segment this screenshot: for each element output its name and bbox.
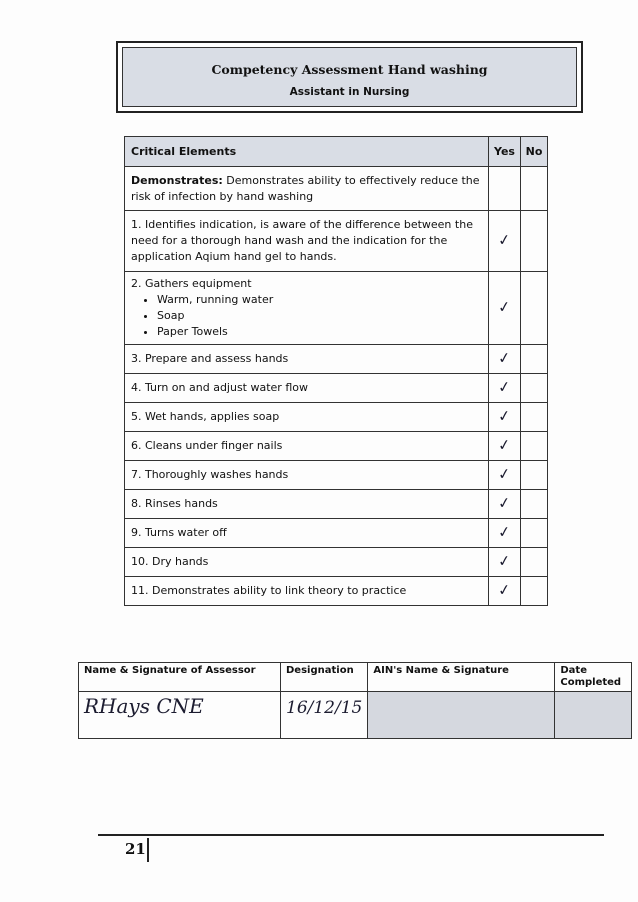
table-row xyxy=(125,211,548,272)
checkmark-icon: ✓ xyxy=(497,522,512,542)
title-box-inner xyxy=(122,47,577,107)
list-item: • Soap xyxy=(157,308,482,324)
checkmark-icon: ✓ xyxy=(497,406,512,426)
signoff-header-row xyxy=(79,663,632,692)
designation-cell xyxy=(281,692,368,739)
table-header-row xyxy=(125,137,548,167)
ain-signature-cell xyxy=(368,692,555,739)
criterion-text: 6. Cleans under finger nails xyxy=(125,432,489,461)
checkmark-icon: ✓ xyxy=(497,464,512,484)
demonstrates-row xyxy=(125,167,548,211)
title-box xyxy=(116,41,583,113)
yes-cell xyxy=(489,577,521,606)
no-cell xyxy=(521,519,548,548)
no-cell xyxy=(521,345,548,374)
criterion-text: 7. Thoroughly washes hands xyxy=(125,461,489,490)
designation-value: 16/12/15 xyxy=(286,698,363,718)
no-cell xyxy=(521,461,548,490)
yes-cell xyxy=(489,461,521,490)
criterion-text: 4. Turn on and adjust water flow xyxy=(125,374,489,403)
yes-cell xyxy=(489,374,521,403)
criterion-text: 1. Identifies indication, is aware of the difference between the need for a thorough hand wash and the indication for the application Aqium hand gel to hands. xyxy=(125,211,489,272)
list-item: • Paper Towels xyxy=(157,324,482,340)
no-cell xyxy=(521,403,548,432)
checkmark-icon: ✓ xyxy=(497,297,512,317)
criterion-text: 11. Demonstrates ability to link theory to practice xyxy=(125,577,489,606)
checkmark-icon: ✓ xyxy=(497,580,512,600)
header-critical-elements: Critical Elements xyxy=(125,137,489,167)
signoff-table xyxy=(78,662,632,739)
document-subtitle: Assistant in Nursing xyxy=(289,86,410,98)
table-row xyxy=(125,577,548,606)
assessor-signature-cell xyxy=(79,692,281,739)
signoff-value-row xyxy=(79,692,632,739)
page-number-divider xyxy=(147,838,149,862)
yes-cell xyxy=(489,211,521,272)
no-cell xyxy=(521,211,548,272)
checkmark-icon: ✓ xyxy=(497,551,512,571)
equipment-list xyxy=(131,292,482,340)
no-cell xyxy=(521,374,548,403)
table-row xyxy=(125,272,548,345)
list-item: • Warm, running water xyxy=(157,292,482,308)
no-cell xyxy=(521,548,548,577)
no-cell xyxy=(521,577,548,606)
table-row xyxy=(125,374,548,403)
criterion-text: 5. Wet hands, applies soap xyxy=(125,403,489,432)
header-date-completed: Date Completed xyxy=(555,663,632,692)
yes-cell xyxy=(489,519,521,548)
yes-cell xyxy=(489,345,521,374)
criterion-text: 8. Rinses hands xyxy=(125,490,489,519)
table-row xyxy=(125,519,548,548)
criterion-text-cell xyxy=(125,272,489,345)
yes-cell xyxy=(489,548,521,577)
demonstrates-text: Demonstrates ability to effectively reduce the risk of infection by hand washing xyxy=(131,173,480,203)
table-row xyxy=(125,461,548,490)
assessor-signature: RHays CNE xyxy=(84,694,204,718)
checkmark-icon: ✓ xyxy=(497,348,512,368)
page-number: 21 xyxy=(125,840,146,858)
header-designation: Designation xyxy=(281,663,368,692)
no-cell xyxy=(521,167,548,211)
yes-cell xyxy=(489,167,521,211)
yes-cell xyxy=(489,272,521,345)
criterion-text: 3. Prepare and assess hands xyxy=(125,345,489,374)
no-cell xyxy=(521,490,548,519)
demonstrates-cell xyxy=(125,167,489,211)
criterion-text: 2. Gathers equipment xyxy=(131,277,252,290)
table-row xyxy=(125,432,548,461)
criterion-text: 10. Dry hands xyxy=(125,548,489,577)
table-row xyxy=(125,490,548,519)
no-cell xyxy=(521,432,548,461)
footer-rule xyxy=(98,834,604,836)
header-assessor: Name & Signature of Assessor xyxy=(79,663,281,692)
critical-elements-table xyxy=(124,136,548,606)
table-row xyxy=(125,548,548,577)
table-row xyxy=(125,345,548,374)
yes-cell xyxy=(489,403,521,432)
checkmark-icon: ✓ xyxy=(497,435,512,455)
checkmark-icon: ✓ xyxy=(497,377,512,397)
criterion-text: 9. Turns water off xyxy=(125,519,489,548)
yes-cell xyxy=(489,432,521,461)
checkmark-icon: ✓ xyxy=(497,230,512,250)
header-no: No xyxy=(521,137,548,167)
no-cell xyxy=(521,272,548,345)
checkmark-icon: ✓ xyxy=(497,493,512,513)
date-completed-cell xyxy=(555,692,632,739)
document-title: Competency Assessment Hand washing xyxy=(211,62,488,77)
yes-cell xyxy=(489,490,521,519)
header-yes: Yes xyxy=(489,137,521,167)
table-row xyxy=(125,403,548,432)
header-ain: AIN's Name & Signature xyxy=(368,663,555,692)
demonstrates-label: Demonstrates: xyxy=(131,173,223,187)
